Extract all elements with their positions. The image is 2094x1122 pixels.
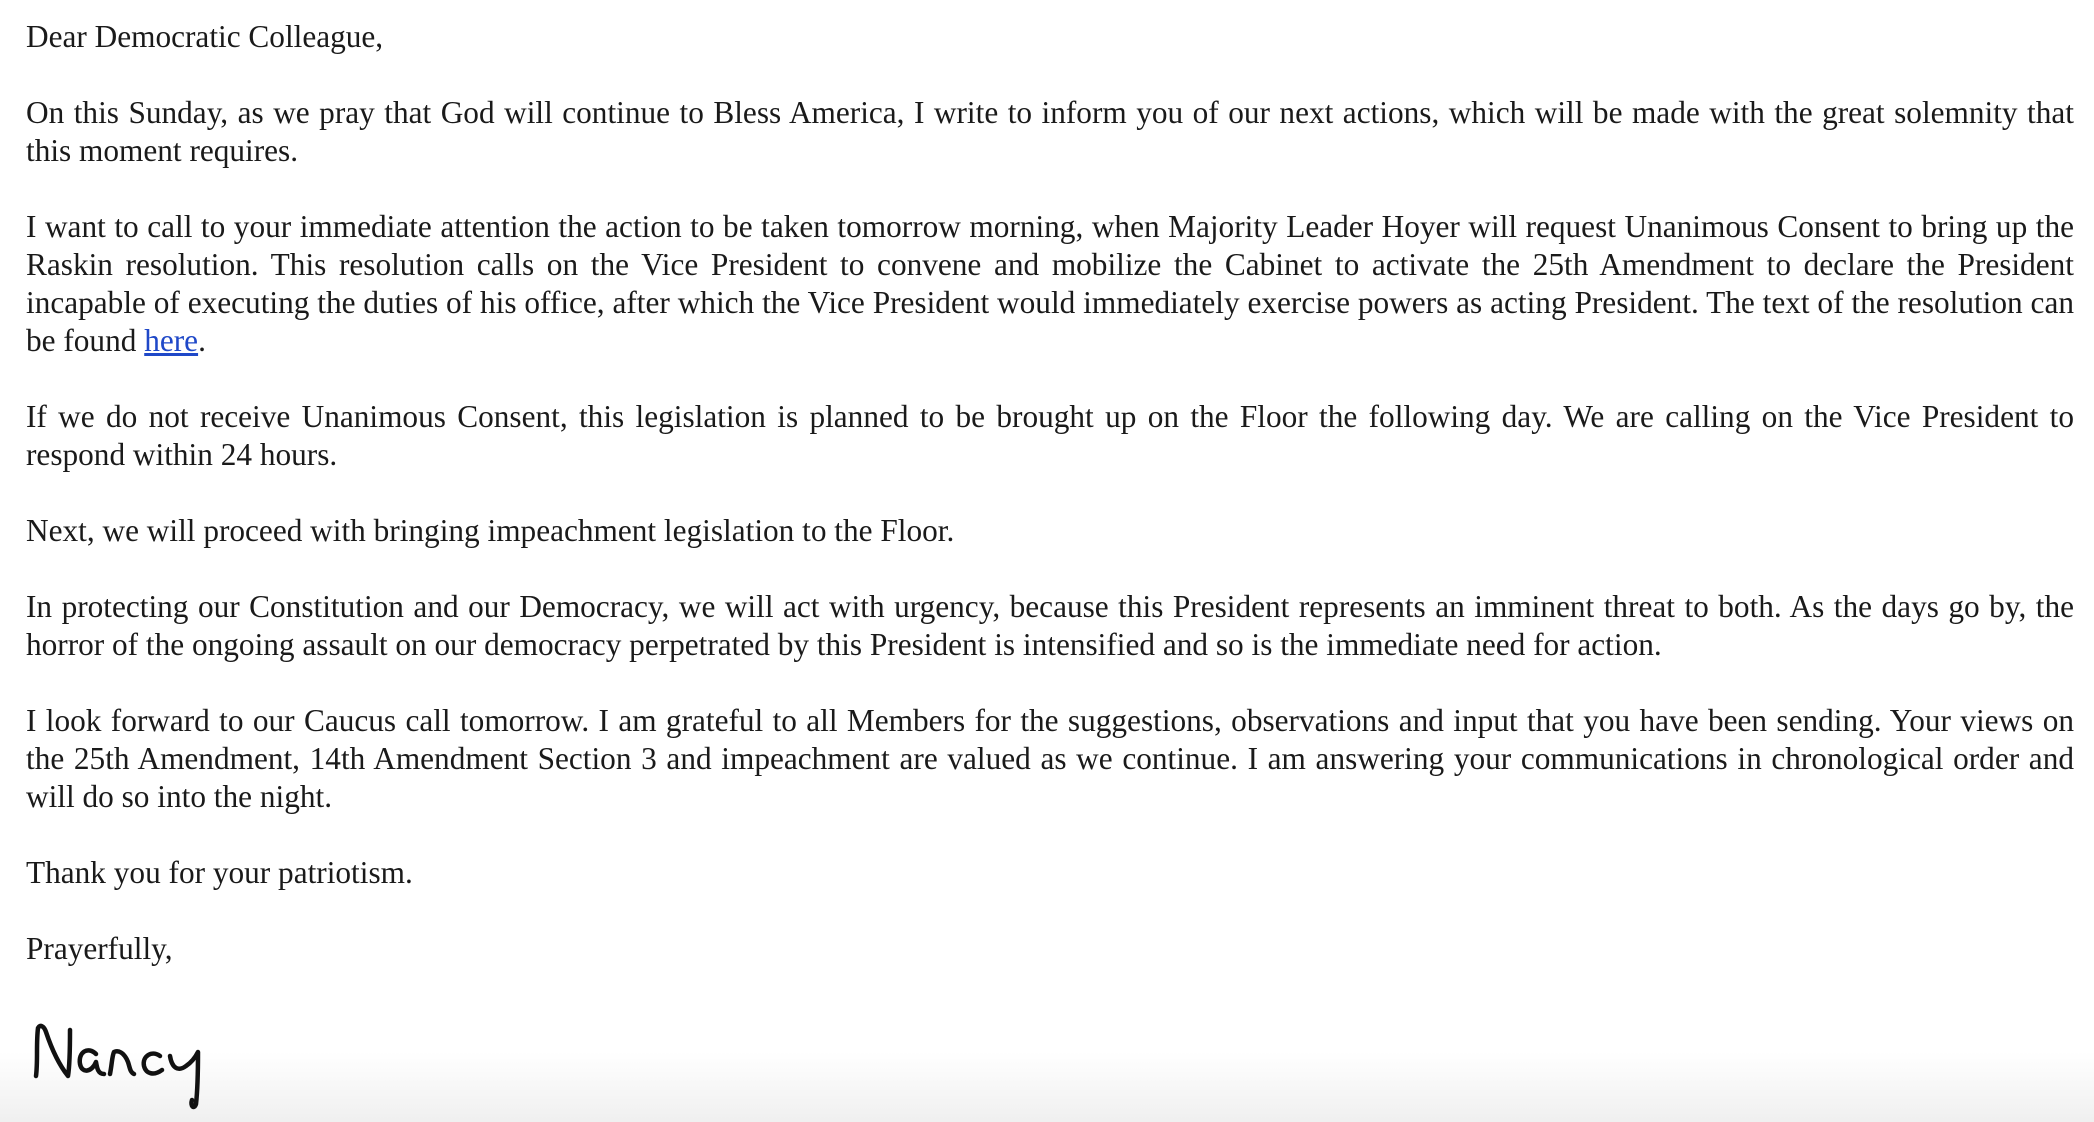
letter-body: [26, 18, 2074, 1006]
paragraph-intro: On this Sunday, as we pray that God will continue to Bless America, I write to inform you of our next actions, which will be made with the great solemnity that this moment requires.: [26, 95, 2074, 168]
paragraph-raskin-resolution: [26, 208, 2074, 360]
paragraph-caucus-call: I look forward to our Caucus call tomorrow. I am grateful to all Members for the suggestions, observations and input that you have been sending. Your views on the 25th Amendment, 14th Amendment Section 3 and impeachment are valued as we continue. I am answering your communications in chronological order and will do so into the night.: [26, 703, 2074, 814]
paragraph-raskin-text: I want to call to your immediate attention the action to be taken tomorrow morning, when Majority Leader Hoyer will request Unanimous Consent to bring up the Raskin resolution. This resolution calls on the Vice President to convene and mobilize the Cabinet to activate the 25th Amendment to declare the President incapable of executing the duties of his office, after which the Vice President would immediately exercise powers as acting President. The text of the resolution can be found: [26, 209, 2074, 358]
paragraph-impeachment: Next, we will proceed with bringing impeachment legislation to the Floor.: [26, 513, 955, 548]
paragraph-urgency: In protecting our Constitution and our Democracy, we will act with urgency, because this President represents an imminent threat to both. As the days go by, the horror of the ongoing assault on our democracy perpetrated by this President is intensified and so is the immediate need for action.: [26, 589, 2074, 662]
paragraph-thanks: Thank you for your patriotism.: [26, 855, 413, 890]
bottom-fade: [0, 1052, 2094, 1122]
paragraph-unanimous-consent: If we do not receive Unanimous Consent, this legislation is planned to be brought up on the Floor the following day. We are calling on the Vice President to respond within 24 hours.: [26, 399, 2074, 472]
resolution-link[interactable]: here: [144, 323, 199, 358]
signature-image: [26, 1006, 236, 1116]
closing: Prayerfully,: [26, 931, 173, 966]
salutation: Dear Democratic Colleague,: [26, 19, 384, 54]
paragraph-raskin-end: .: [198, 323, 206, 358]
handwritten-signature: [26, 1006, 236, 1116]
